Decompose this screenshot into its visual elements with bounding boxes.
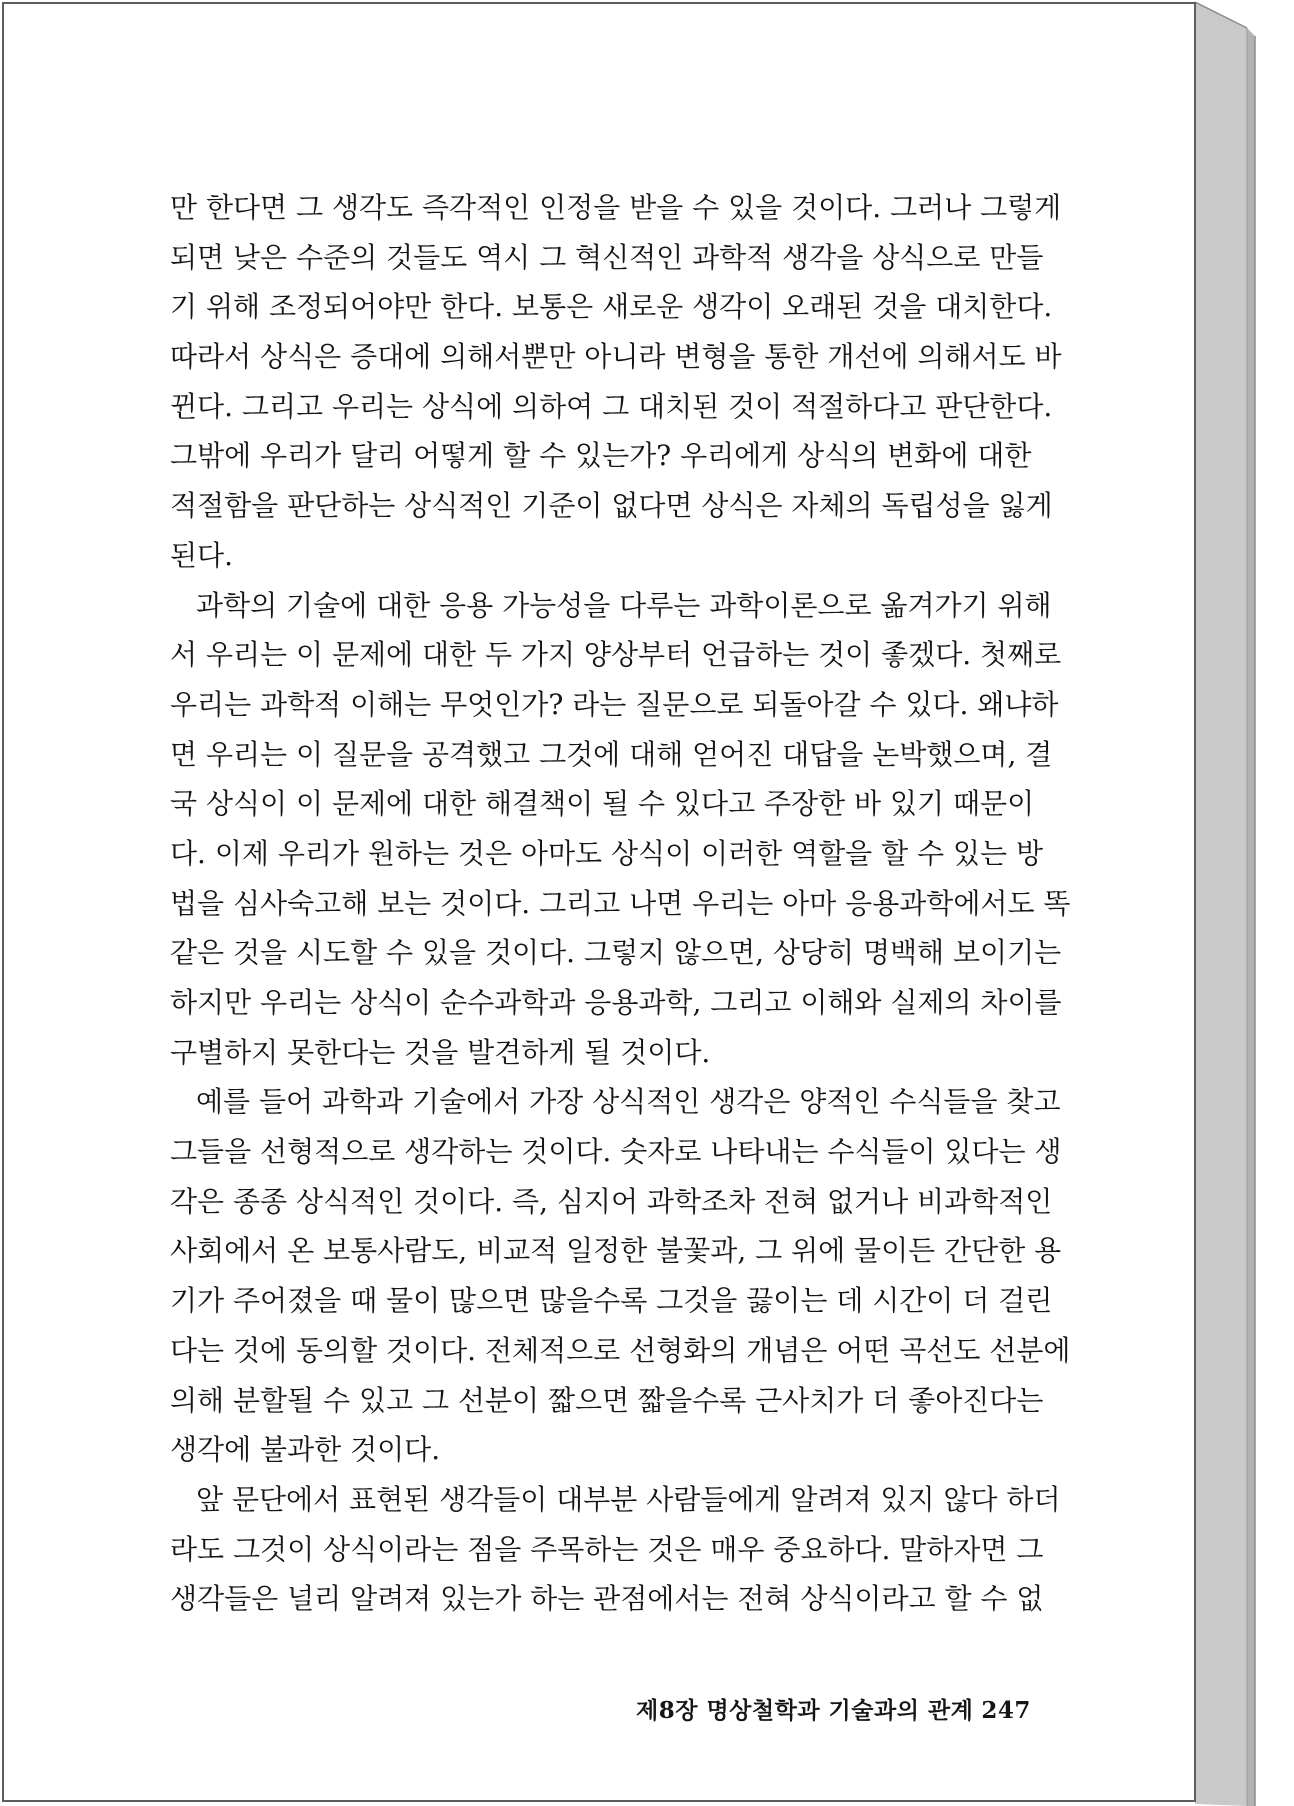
text-line: 각은 종종 상식적인 것이다. 즉, 심지어 과학조차 전혀 없거나 비과학적인 [170, 1184, 1053, 1218]
text-line: 과학의 기술에 대한 응용 가능성을 다루는 과학이론으로 옮겨가기 위해 [196, 588, 1052, 622]
text-line: 하지만 우리는 상식이 순수과학과 응용과학, 그리고 이해와 실제의 차이를 [170, 986, 1062, 1019]
text-line: 라도 그것이 상식이라는 점을 주목하는 것은 매우 중요하다. 말하자면 그 [170, 1532, 1044, 1566]
text-line: 기가 주어졌을 때 물이 많으면 많을수록 그것을 끓이는 데 시간이 더 걸린 [170, 1284, 1053, 1318]
text-line: 생각에 불과한 것이다. [170, 1433, 441, 1467]
text-line: 된다. [170, 538, 233, 572]
paragraph [170, 581, 1071, 1078]
text-line: 같은 것을 시도할 수 있을 것이다. 그렇지 않으면, 상당히 명백해 보이기는 [170, 936, 1062, 970]
text-line: 만 한다면 그 생각도 즉각적인 인정을 받을 수 있을 것이다. 그러나 그렇게 [170, 191, 1062, 224]
text-line: 의해 분할될 수 있고 그 선분이 짧으면 짧을수록 근사치가 더 좋아진다는 [170, 1383, 1044, 1417]
paragraph [170, 1475, 1061, 1624]
body-text [170, 183, 1071, 1624]
text-line: 예를 들어 과학과 기술에서 가장 상식적인 생각은 양적인 수식들을 찾고 [196, 1085, 1061, 1119]
text-line: 그들을 선형적으로 생각하는 것이다. 숫자로 나타내는 수식들이 있다는 생 [170, 1135, 1062, 1169]
text-line: 생각들은 널리 알려져 있는가 하는 관점에서는 전혀 상식이라고 할 수 없 [170, 1582, 1044, 1616]
text-line: 다는 것에 동의할 것이다. 전체적으로 선형화의 개념은 어떤 곡선도 선분에 [170, 1333, 1071, 1367]
page-number: 247 [981, 1697, 1031, 1724]
running-head: 제8장 명상철학과 기술과의 관계 [636, 1697, 974, 1724]
paragraph [170, 1077, 1071, 1475]
text-line: 다. 이제 우리가 원하는 것은 아마도 상식이 이러한 역할을 할 수 있는 방 [170, 836, 1044, 870]
text-line: 적절함을 판단하는 상식적인 기준이 없다면 상식은 자체의 독립성을 잃게 [170, 489, 1053, 523]
page-footer [636, 1692, 1031, 1725]
text-line: 기 위해 조정되어야만 한다. 보통은 새로운 생각이 오래된 것을 대치한다. [170, 290, 1053, 324]
text-line: 사회에서 온 보통사람도, 비교적 일정한 불꽃과, 그 위에 물이든 간단한 용 [170, 1234, 1062, 1268]
text-line: 되면 낮은 수준의 것들도 역시 그 혁신적인 과학적 생각을 상식으로 만들 [170, 240, 1044, 274]
text-line: 우리는 과학적 이해는 무엇인가? 라는 질문으로 되돌아갈 수 있다. 왜냐하 [170, 687, 1059, 721]
text-line: 면 우리는 이 질문을 공격했고 그것에 대해 얻어진 대답을 논박했으며, 결 [170, 737, 1053, 771]
paragraph [170, 183, 1062, 581]
text-line: 뀐다. 그리고 우리는 상식에 의하여 그 대치된 것이 적절하다고 판단한다. [170, 389, 1053, 423]
text-line: 따라서 상식은 증대에 의해서뿐만 아니라 변형을 통한 개선에 의해서도 바 [170, 340, 1062, 374]
text-line: 법을 심사숙고해 보는 것이다. 그리고 나면 우리는 아마 응용과학에서도 똑 [170, 886, 1071, 920]
book-page-edges [1195, 0, 1294, 1806]
text-line: 구별하지 못한다는 것을 발견하게 될 것이다. [170, 1035, 711, 1069]
text-line: 그밖에 우리가 달리 어떻게 할 수 있는가? 우리에게 상식의 변화에 대한 [170, 439, 1032, 473]
text-line: 국 상식이 이 문제에 대한 해결책이 될 수 있다고 주장한 바 있기 때문이 [170, 787, 1035, 821]
text-line: 서 우리는 이 문제에 대한 두 가지 양상부터 언급하는 것이 좋겠다. 첫째로 [170, 638, 1062, 672]
text-line: 앞 문단에서 표현된 생각들이 대부분 사람들에게 알려져 있지 않다 하더 [196, 1482, 1061, 1516]
